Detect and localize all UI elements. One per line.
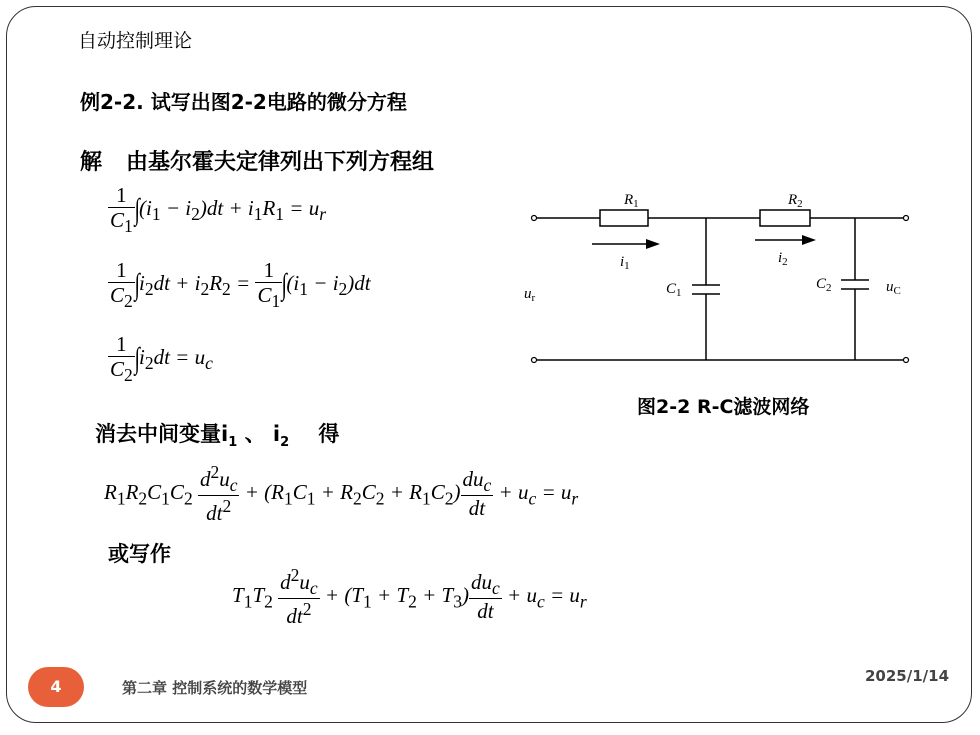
label-c1: C [666, 281, 677, 297]
label-uc: u [886, 279, 894, 295]
course-title: 自动控制理论 [78, 30, 193, 52]
solution-text: 由基尔霍夫定律列出下列方程组 [126, 150, 435, 175]
svg-text:uC: $u_C$ [886, 279, 901, 297]
svg-text:C2: $C_2$ [816, 276, 832, 294]
equation-2: $\frac{1}{C_2}$ $\int i_2dt + i_2R_2$ = $\frac{1}{C_1}$ $\int(i_1 - i_2)dt$ [110, 258, 371, 312]
label-i1: i [620, 254, 625, 270]
svg-text:i2: $i_2$ [778, 250, 788, 268]
label-ur: u [524, 286, 532, 302]
terminal-in-top [532, 216, 537, 221]
figure-caption: 图2-2 R-C滤波网络 [637, 396, 810, 418]
svg-text:i1: $i_1$ [620, 254, 630, 272]
svg-text:R2: $R_2$ [788, 192, 803, 210]
label-i2: i [778, 250, 783, 266]
svg-text:C1: $C_1$ [666, 281, 682, 299]
rc-filter-circuit [520, 180, 920, 375]
terminal-out-bottom [904, 358, 909, 363]
terminal-out-top [904, 216, 909, 221]
terminal-in-bottom [532, 358, 537, 363]
equation-4: $R_1R_2C_1C_2$ $\frac{d^2u_c}{dt^2}$ + $(R_1C_1 + R_2C_2 + R_1C_2)$ $\frac{du_c}{dt}$ + $u_c = u_r$ [104, 462, 579, 526]
eliminate-line: 消去中间变量$i_1$ 、 $i_2$ 得 [95, 422, 340, 451]
label-c2: C [816, 276, 827, 292]
slide-date: 2025/1/14 [865, 667, 950, 685]
equation-1: $\frac{1}{C_1}$ $\int(i_1 - i_2)dt + i_1R_1 = u_r$ [110, 183, 327, 237]
label-r1: R [624, 192, 634, 208]
alternate-label: 或写作 [108, 542, 171, 566]
solution-label: 解 [80, 150, 103, 175]
solution-line [80, 145, 434, 176]
chapter-footer: 第二章 控制系统的数学模型 [122, 679, 308, 697]
svg-text:R1: $R_1$ [624, 192, 639, 210]
equation-3: $\frac{1}{C_2}$ $\int i_2dt = u_c$ [110, 332, 213, 386]
eliminate-text: 消去中间变量 [95, 422, 221, 446]
example-title: 例2-2. 试写出图2-2电路的微分方程 [80, 90, 407, 114]
label-r2: R [788, 192, 798, 208]
svg-text:ur: $u_r$ [524, 286, 536, 304]
equation-5: $T_1T_2$ $\frac{d^2u_c}{dt^2}$ + $(T_1 + T_2 + T_3)$ $\frac{du_c}{dt}$ + $u_c = u_r$ [232, 565, 587, 629]
page-number-badge: 4 [28, 667, 84, 707]
